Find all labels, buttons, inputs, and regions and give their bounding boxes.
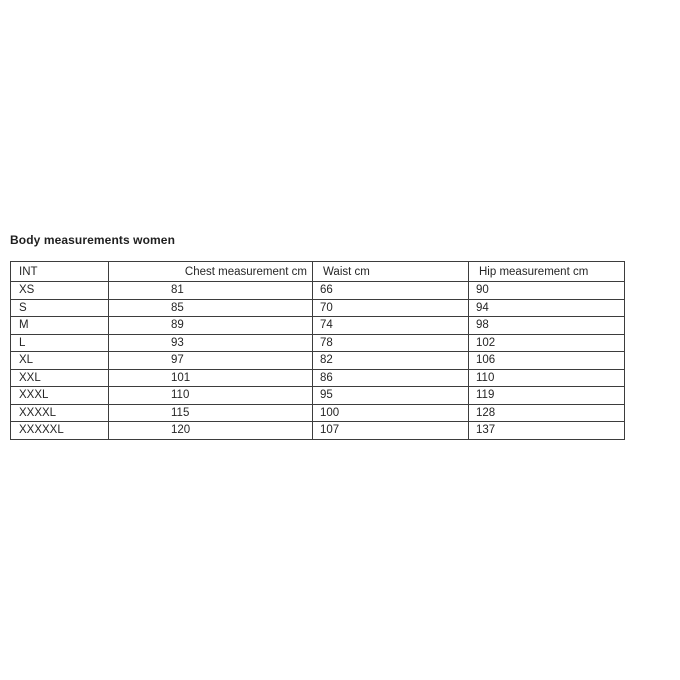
table-cell: 94 (469, 299, 625, 317)
table-row (11, 282, 625, 300)
table-row (11, 334, 625, 352)
table-cell: XXXXXL (11, 422, 109, 440)
table-cell: 137 (469, 422, 625, 440)
table-cell: 86 (313, 369, 469, 387)
table-row (11, 387, 625, 405)
table-cell: XS (11, 282, 109, 300)
table-cell: 102 (469, 334, 625, 352)
table-cell: XXXXL (11, 404, 109, 422)
table-cell: XL (11, 352, 109, 370)
table-cell: 120 (109, 422, 313, 440)
table-cell: 110 (469, 369, 625, 387)
table-cell: 107 (313, 422, 469, 440)
table-cell: 119 (469, 387, 625, 405)
table-cell: 78 (313, 334, 469, 352)
table-cell: 97 (109, 352, 313, 370)
table-cell: 90 (469, 282, 625, 300)
table-cell: 82 (313, 352, 469, 370)
table-cell: 110 (109, 387, 313, 405)
table-cell: 101 (109, 369, 313, 387)
table-cell: 93 (109, 334, 313, 352)
table-cell: 66 (313, 282, 469, 300)
column-header: INT (11, 262, 109, 282)
body-measurements-table (10, 261, 625, 440)
table-cell: 98 (469, 317, 625, 335)
table-cell: 106 (469, 352, 625, 370)
table-row (11, 422, 625, 440)
table-cell: 85 (109, 299, 313, 317)
column-header: Hip measurement cm (469, 262, 625, 282)
table-row (11, 299, 625, 317)
table-cell: 81 (109, 282, 313, 300)
table-cell: XXXL (11, 387, 109, 405)
column-header: Waist cm (313, 262, 469, 282)
table-cell: S (11, 299, 109, 317)
page-title: Body measurements women (10, 233, 176, 247)
table-cell: 95 (313, 387, 469, 405)
table-cell: L (11, 334, 109, 352)
table-cell: 70 (313, 299, 469, 317)
table-cell: 74 (313, 317, 469, 335)
table-header-row (11, 262, 625, 282)
column-header: Chest measurement cm (109, 262, 313, 282)
table-row (11, 404, 625, 422)
table-cell: XXL (11, 369, 109, 387)
table-cell: 89 (109, 317, 313, 335)
table-cell: 115 (109, 404, 313, 422)
table-row (11, 352, 625, 370)
table-body (11, 282, 625, 440)
table-row (11, 317, 625, 335)
table-cell: 128 (469, 404, 625, 422)
table-cell: M (11, 317, 109, 335)
table-cell: 100 (313, 404, 469, 422)
table-row (11, 369, 625, 387)
